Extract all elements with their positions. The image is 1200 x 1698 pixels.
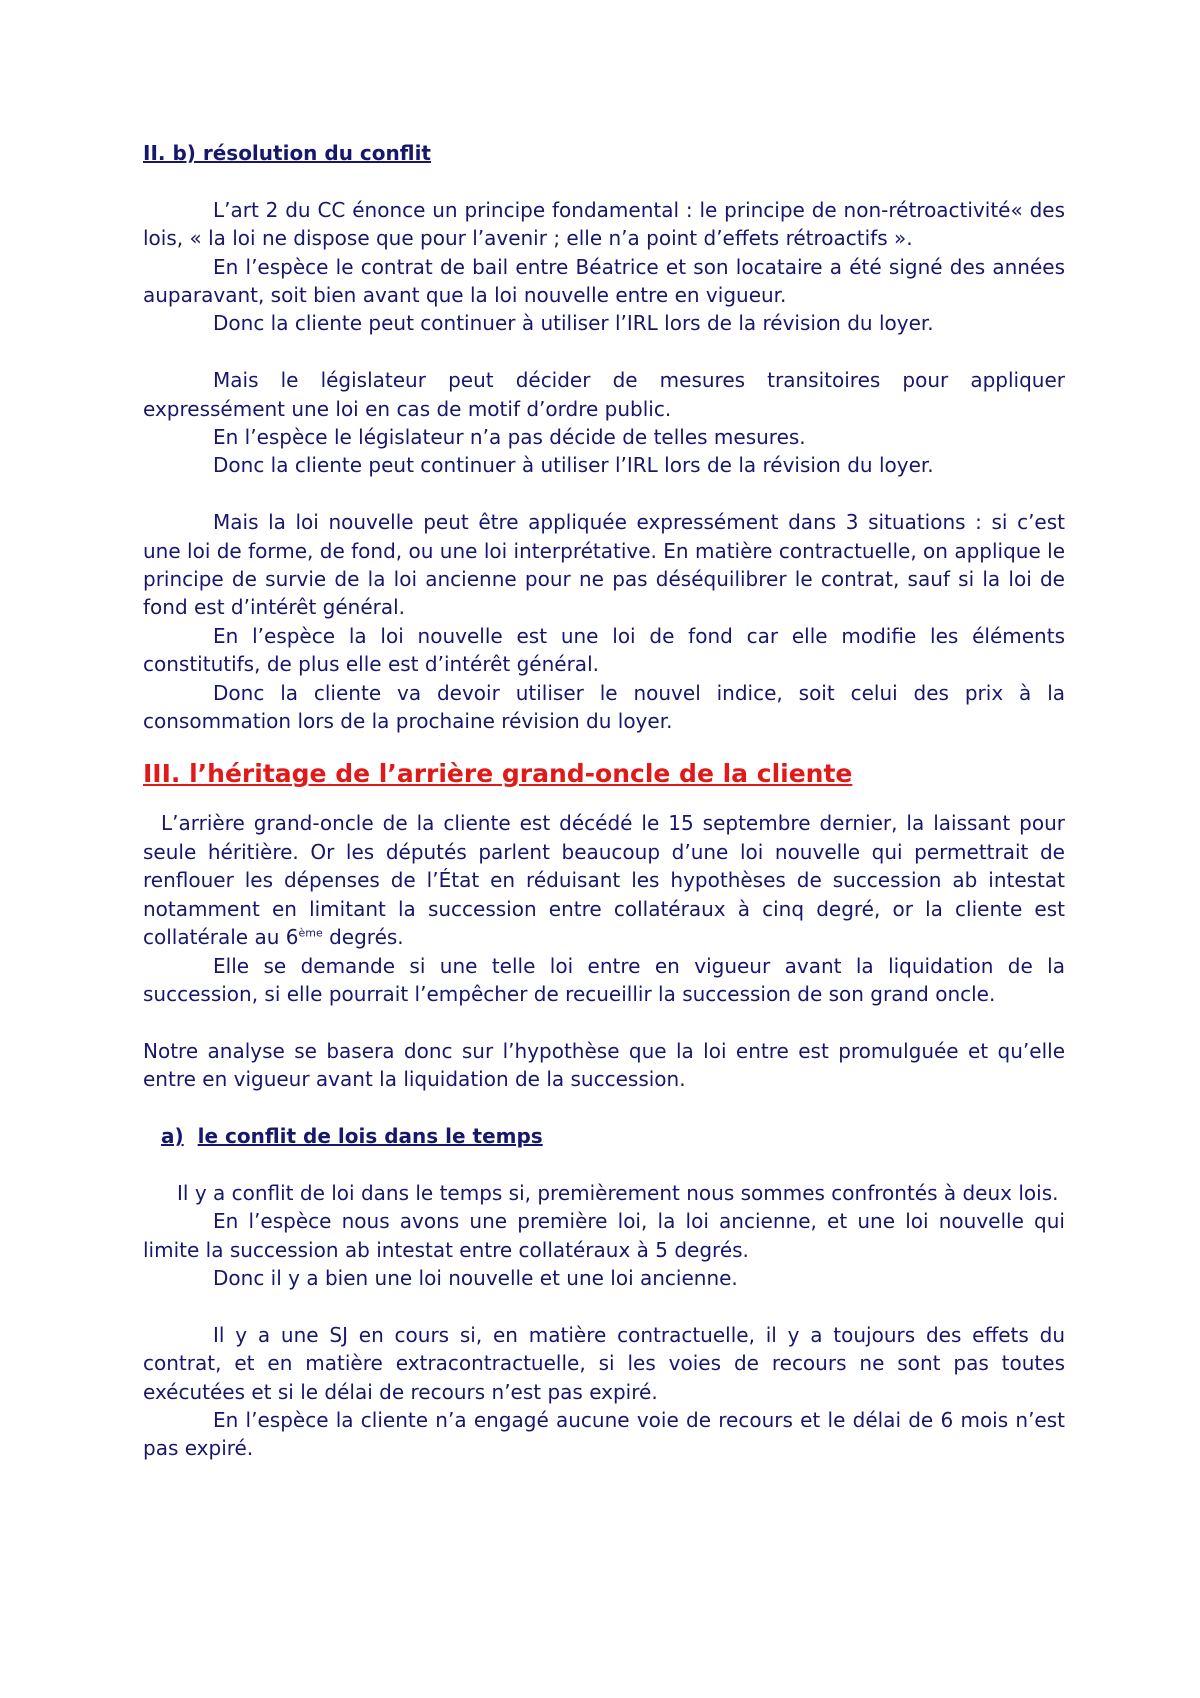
paragraph: Elle se demande si une telle loi entre en vigueur avant la liquidation de la succession, si elle pourrait l’empêcher de recueillir la succession de son grand oncle. <box>143 953 1065 1006</box>
paragraph: Il y a une SJ en cours si, en matière contractuelle, il y a toujours des effets du contrat, et en matière extracontractuelle, si les voies de recours ne sont pas toutes exécutées et si le délai de recours n’est pas expiré. <box>143 1322 1065 1404</box>
paragraph: Notre analyse se basera donc sur l’hypothèse que la loi entre est promulguée et qu’elle entre en vigueur avant la liquidation de la succession. <box>143 1038 1065 1092</box>
paragraph: En l’espèce le législateur n’a pas décide de telles mesures. <box>213 425 806 450</box>
section-heading-3: III. l’héritage de l’arrière grand-oncle de la cliente <box>143 759 853 789</box>
paragraph-text: degrés. <box>322 925 404 950</box>
paragraph: Donc il y a bien une loi nouvelle et une loi ancienne. <box>213 1265 738 1290</box>
section-label: a) <box>161 1123 184 1148</box>
ordinal-superscript: ème <box>298 926 323 940</box>
paragraph-text: L’arrière grand-oncle de la cliente est décédé le 15 septembre dernier, la laissant pour seule héritière. Or les députés parlent beaucoup d’une loi nouvelle qui permettrait de renflouer les dépenses de l’État en réduisant les hypothèses de succession ab intestat notamment en limitant la succession entre collatéraux à cinq degré, or la cliente est collatérale au 6 <box>143 811 1065 950</box>
paragraph: Donc la cliente peut continuer à utiliser l’IRL lors de la révision du loyer. <box>213 311 934 336</box>
paragraph: Donc la cliente va devoir utiliser le nouvel indice, soit celui des prix à la consommation lors de la prochaine révision du loyer. <box>143 680 1065 734</box>
paragraph: En l’espèce nous avons une première loi, la loi ancienne, et une loi nouvelle qui limite la succession ab intestat entre collatéraux à 5 degrés. <box>143 1209 1065 1262</box>
document-page <box>143 139 1065 1463</box>
paragraph: En l’espèce le contrat de bail entre Béatrice et son locataire a été signé des années auparavant, soit bien avant que la loi nouvelle entre en vigueur. <box>143 254 1065 308</box>
paragraph: En l’espèce la loi nouvelle est une loi de fond car elle modifie les éléments constitutifs, de plus elle est d’intérêt général. <box>143 623 1065 677</box>
paragraph: L’art 2 du CC énonce un principe fondamental : le principe de non-rétroactivité« des lois, « la loi ne dispose que pour l’avenir ; elle n’a point d’effets rétroactifs ». <box>143 197 1065 251</box>
paragraph: Mais la loi nouvelle peut être appliquée expressément dans 3 situations : si c’est une loi de forme, de fond, ou une loi interprétative. En matière contractuelle, on applique le principe de survie de la loi ancienne pour ne pas déséquilibrer le contrat, sauf si la loi de fond est d’intérêt général. <box>143 510 1065 620</box>
section-title: le conflit de lois dans le temps <box>197 1123 543 1148</box>
section-heading-2b: II. b) résolution du conflit <box>143 141 431 165</box>
paragraph: Mais le législateur peut décider de mesures transitoires pour appliquer expressément une loi en cas de motif d’ordre public. <box>143 368 1065 421</box>
section-heading-3a <box>143 1122 1065 1150</box>
paragraph <box>143 809 1065 951</box>
paragraph: Donc la cliente peut continuer à utiliser l’IRL lors de la révision du loyer. <box>213 453 934 478</box>
paragraph: Il y a conflit de loi dans le temps si, premièrement nous sommes confrontés à deux lois. <box>177 1180 1059 1205</box>
paragraph: En l’espèce la cliente n’a engagé aucune voie de recours et le délai de 6 mois n’est pas expiré. <box>143 1407 1065 1461</box>
